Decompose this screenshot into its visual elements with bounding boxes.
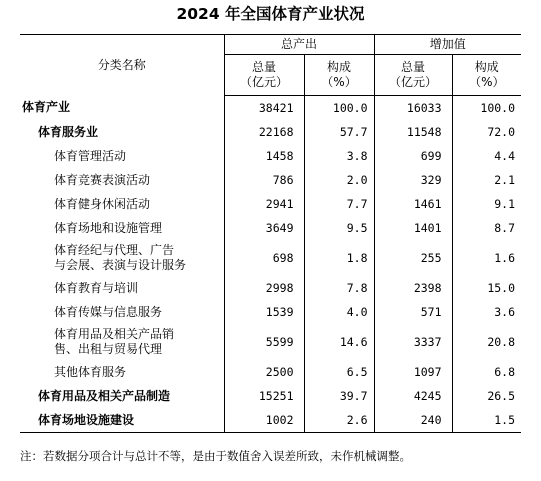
table-row xyxy=(20,360,521,384)
cell-output-total: 22168 xyxy=(224,120,304,144)
column-group-value-added: 增加值 xyxy=(374,35,521,55)
cell-output-share: 2.6 xyxy=(304,408,374,433)
cell-va-total: 16033 xyxy=(374,96,452,121)
table-row xyxy=(20,408,521,433)
cell-va-share: 72.0 xyxy=(487,124,516,139)
cell-va-total: 4245 xyxy=(374,384,452,408)
row-name-line1: 体育管理活动 xyxy=(54,148,127,163)
row-name-line2: 售、出租与贸易代理 xyxy=(54,342,163,356)
cell-output-total: 15251 xyxy=(224,384,304,408)
cell-output-share: 3.8 xyxy=(304,144,374,168)
row-name xyxy=(20,384,224,408)
cell-output-total: 1458 xyxy=(224,144,304,168)
column-header-output-total xyxy=(224,55,304,96)
cell-output-total: 5599 xyxy=(224,324,304,360)
row-name xyxy=(20,300,224,324)
cell-output-total: 2998 xyxy=(224,276,304,300)
table-row xyxy=(20,120,521,144)
header-total-line1: 总量 xyxy=(401,60,426,74)
cell-va-share: 6.8 xyxy=(494,364,516,379)
row-name xyxy=(20,144,224,168)
cell-va-total: 1401 xyxy=(374,216,452,240)
table-row xyxy=(20,216,521,240)
row-name-line1: 体育传媒与信息服务 xyxy=(54,304,163,319)
cell-output-total: 786 xyxy=(224,168,304,192)
row-name-line1: 体育场地设施建设 xyxy=(38,412,135,427)
cell-output-share: 7.8 xyxy=(304,276,374,300)
cell-output-total: 1539 xyxy=(224,300,304,324)
cell-va-share: 15.0 xyxy=(487,280,516,295)
header-total-line2: （亿元） xyxy=(239,75,288,89)
row-name xyxy=(20,96,224,121)
header-total-line2: （亿元） xyxy=(389,75,438,89)
cell-output-share: 14.6 xyxy=(304,324,374,360)
header-share-line2: （%） xyxy=(321,75,357,89)
cell-output-share: 2.0 xyxy=(304,168,374,192)
column-header-output-share xyxy=(304,55,374,96)
header-share-line2: （%） xyxy=(469,75,505,89)
header-share-line1: 构成 xyxy=(474,60,499,74)
cell-va-share: 26.5 xyxy=(487,388,516,403)
cell-va-total: 3337 xyxy=(374,324,452,360)
cell-va-total: 1461 xyxy=(374,192,452,216)
row-name-line1: 体育用品及相关产品制造 xyxy=(38,388,171,403)
table-row xyxy=(20,192,521,216)
cell-output-total: 1002 xyxy=(224,408,304,433)
row-name-line1: 体育健身休闲活动 xyxy=(54,196,151,211)
cell-va-share: 1.6 xyxy=(494,250,516,265)
table-row xyxy=(20,96,521,121)
table-row xyxy=(20,300,521,324)
column-group-output: 总产出 xyxy=(224,35,374,55)
row-name xyxy=(20,408,224,433)
cell-output-total: 38421 xyxy=(224,96,304,121)
header-share-line1: 构成 xyxy=(327,60,352,74)
cell-va-share: 20.8 xyxy=(487,334,516,349)
column-header-va-total xyxy=(374,55,452,96)
table-row xyxy=(20,144,521,168)
cell-va-share: 4.4 xyxy=(494,148,516,163)
cell-va-total: 329 xyxy=(374,168,452,192)
table-title: 2024 年全国体育产业状况 xyxy=(176,5,365,23)
row-name xyxy=(20,360,224,384)
cell-output-total: 2500 xyxy=(224,360,304,384)
cell-output-share: 9.5 xyxy=(304,216,374,240)
cell-output-share: 100.0 xyxy=(304,96,374,121)
row-name-line1: 体育场地和设施管理 xyxy=(54,220,163,235)
cell-output-total: 3649 xyxy=(224,216,304,240)
cell-output-total: 698 xyxy=(224,240,304,276)
cell-va-total: 1097 xyxy=(374,360,452,384)
row-name-line1: 其他体育服务 xyxy=(54,364,127,379)
row-name xyxy=(20,168,224,192)
row-name-line1: 体育服务业 xyxy=(38,124,99,139)
row-name xyxy=(20,192,224,216)
cell-output-share: 39.7 xyxy=(304,384,374,408)
row-name xyxy=(20,240,224,276)
row-name-line2: 与会展、表演与设计服务 xyxy=(54,258,187,272)
table-row xyxy=(20,168,521,192)
cell-output-total: 2941 xyxy=(224,192,304,216)
cell-va-total: 255 xyxy=(374,240,452,276)
cell-output-share: 57.7 xyxy=(304,120,374,144)
row-name-line1: 体育用品及相关产品销 xyxy=(54,327,175,341)
row-name-line1: 体育教育与培训 xyxy=(54,280,139,295)
cell-output-share: 7.7 xyxy=(304,192,374,216)
column-header-va-share xyxy=(452,55,521,96)
row-name xyxy=(20,324,224,360)
cell-va-share: 2.1 xyxy=(494,172,516,187)
cell-va-total: 699 xyxy=(374,144,452,168)
row-name xyxy=(20,120,224,144)
footnote: 注：若数据分项合计与总计不等，是由于数值舍入误差所致，未作机械调整。 xyxy=(20,449,411,463)
column-header-category: 分类名称 xyxy=(20,35,224,96)
header-row-groups xyxy=(20,35,521,55)
header-total-line1: 总量 xyxy=(251,60,276,74)
cell-va-total: 571 xyxy=(374,300,452,324)
row-name xyxy=(20,216,224,240)
cell-va-share: 100.0 xyxy=(480,100,516,115)
cell-va-total: 240 xyxy=(374,408,452,433)
row-name-line1: 体育竞赛表演活动 xyxy=(54,172,151,187)
cell-va-total: 2398 xyxy=(374,276,452,300)
table-row xyxy=(20,240,521,276)
row-name xyxy=(20,276,224,300)
cell-va-share: 8.7 xyxy=(494,220,516,235)
table-row xyxy=(20,276,521,300)
cell-va-share: 3.6 xyxy=(494,304,516,319)
cell-output-share: 4.0 xyxy=(304,300,374,324)
cell-va-share: 1.5 xyxy=(452,408,521,433)
cell-output-share: 6.5 xyxy=(304,360,374,384)
cell-output-share: 1.8 xyxy=(304,240,374,276)
cell-va-share: 9.1 xyxy=(494,196,516,211)
row-name-line1: 体育经纪与代理、广告 xyxy=(54,243,175,257)
sports-industry-table xyxy=(20,34,521,433)
table-row xyxy=(20,384,521,408)
table-row xyxy=(20,324,521,360)
row-name-line1: 体育产业 xyxy=(22,100,71,115)
cell-va-total: 11548 xyxy=(374,120,452,144)
